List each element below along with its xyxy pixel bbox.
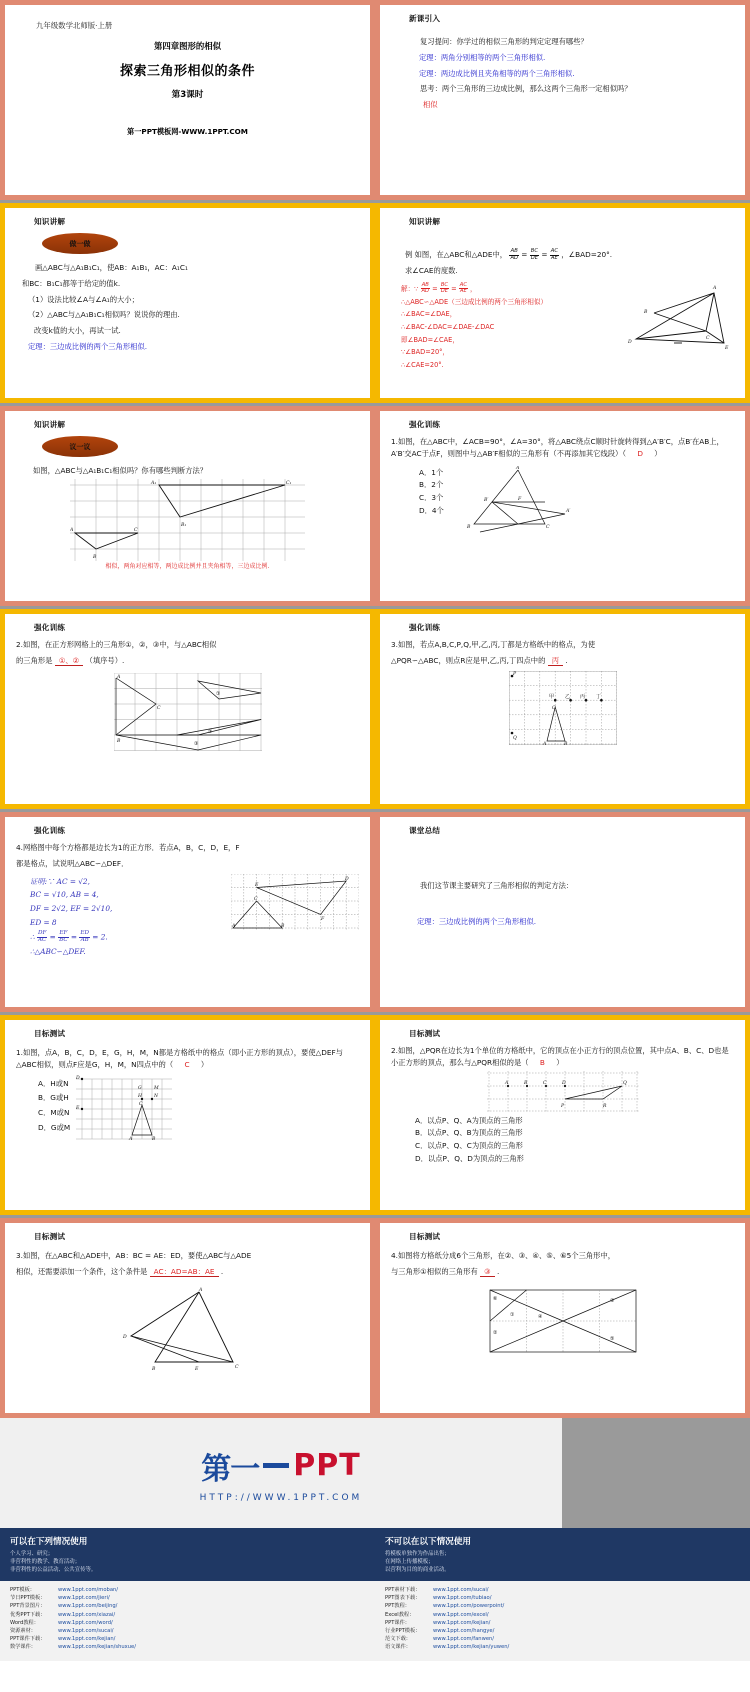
svg-text:Q: Q	[512, 735, 517, 741]
allowed-usage-column	[0, 1528, 375, 1581]
task-line-4: （2）△ABC与△A₁B₁C₁相似吗？说说你的理由.	[28, 310, 180, 320]
slide-11-test-1[interactable]	[0, 1015, 375, 1215]
figure-pqr-lattice	[391, 1071, 734, 1113]
option-c[interactable]: C．3个	[419, 493, 444, 503]
fraction-ef-bc: $\frac{EF}{BC}$	[59, 929, 68, 943]
svg-text:A: A	[198, 1287, 202, 1293]
proof-line-5: 即∠BAD=∠CAE，	[401, 335, 459, 344]
figure-grid-triangles	[16, 673, 359, 751]
section-header: 目标测试	[34, 1029, 66, 1038]
option-c[interactable]: C．以点P、Q、C为顶点的三角形	[415, 1141, 523, 1151]
question-tail: ）	[654, 448, 662, 458]
site-credit: 第一PPT模板网-WWW.1PPT.COM	[127, 127, 248, 136]
question-text: 1.如图，点A，B，C，D，E，G，H，M，N都是方格纸中的格点（即小正方形的顶点），要使△DEF与△ABC相似，则点F应是G，H，M，N四点中的（	[16, 1048, 343, 1069]
proof-line-6: ∴△ABC∽△DEF.	[30, 946, 86, 956]
question-line-2a: 的三角形是	[16, 655, 53, 665]
svg-text:R: R	[602, 1103, 606, 1109]
svg-text:N: N	[154, 1093, 159, 1099]
link-row[interactable]	[10, 1586, 365, 1594]
svg-text:G: G	[138, 1085, 142, 1091]
svg-text:A: A	[504, 1080, 508, 1086]
link-label: Word教程：	[10, 1619, 39, 1626]
svg-text:④: ④	[537, 1313, 542, 1320]
link-label: 优秀PPT下载：	[10, 1611, 46, 1618]
link-label: PPT图表下载：	[385, 1595, 421, 1602]
link-row[interactable]	[10, 1594, 365, 1602]
svg-text:Q: Q	[622, 1080, 627, 1086]
answer-blank: B	[539, 1057, 545, 1067]
svg-text:⑤: ⑤	[609, 1335, 614, 1342]
section-header: 强化训练	[409, 420, 441, 429]
section-header: 课堂总结	[409, 826, 441, 835]
answer-blank: C	[184, 1059, 190, 1069]
svg-text:C₁: C₁	[286, 480, 292, 486]
fraction-ac-ae-proof: $\frac{AC}{AE}$	[459, 281, 467, 295]
svg-text:C: C	[545, 524, 550, 530]
link-url[interactable]: www.1ppt.com/fanwen/	[433, 1635, 495, 1642]
question-line-2b: .	[220, 1266, 224, 1276]
svg-text:E: E	[255, 882, 259, 888]
option-a[interactable]: A．1个	[419, 467, 444, 477]
section-header: 知识讲解	[34, 420, 66, 429]
forbidden-usage-title: 不可以在以下情况使用	[385, 1537, 471, 1547]
link-url[interactable]: www.1ppt.com/jieri/	[58, 1595, 110, 1602]
svg-text:③: ③	[609, 1297, 614, 1304]
section-header: 强化训练	[409, 623, 441, 632]
brand-dash-icon	[263, 1463, 289, 1468]
option-d[interactable]: D．以点P、Q、D为顶点的三角形	[415, 1154, 524, 1164]
slide-4-knowledge-example[interactable]: 知识讲解 例 如图，在△ABC和△ADE中， $\frac{AB}{AD}$ = $\frac{BC}{DE}$ = $\frac{AC}{AE}$ ，∠BAD=20°. 求∠CAE的度数. 解：∵ $\frac{AB}{AD}$ = $\frac{BC}{DE}$ = $\frac{AC}{AE}$ ， ∴△ABC∽△ADE（三边成比例的两个三角形相似） ∴∠BAC=∠DAE， ∴∠BAC-∠DAC=∠DAE-∠DAC 即∠BAD=∠CAE， ∵∠BAD=20°， ∴∠CAE=20°. A B C D E	[375, 203, 750, 403]
footer-right-panel	[562, 1418, 750, 1528]
svg-text:A: A	[116, 674, 120, 680]
svg-text:D: D	[628, 339, 632, 345]
task-line-5: 改变k值的大小，再试一试.	[34, 326, 121, 336]
svg-text:⑥: ⑥	[492, 1295, 497, 1302]
link-url[interactable]: www.1ppt.com/kejian/yuwen/	[433, 1643, 510, 1650]
figure-abc-ade	[16, 1286, 359, 1374]
proof-line-3: DF = 2√2, EF = 2√10,	[30, 904, 113, 914]
question-text: 2.如图，△PQR在边长为1个单位的方格纸中，它的顶点在小正方行的顶点位置，其中点A、B、C、D也是小正方形的顶点，那么与△PQR相似的是（	[391, 1046, 729, 1067]
option-c[interactable]: C．M或N	[38, 1108, 70, 1118]
option-b[interactable]: B．G或H	[38, 1093, 69, 1103]
link-row[interactable]	[385, 1619, 740, 1627]
figure-two-triangles	[16, 479, 359, 561]
svg-text:甲: 甲	[548, 693, 554, 700]
link-url[interactable]: www.1ppt.com/beijing/	[58, 1603, 118, 1610]
proof-line-1b: ，	[470, 284, 477, 293]
link-label: PPT课件：	[385, 1619, 410, 1626]
slide-1-title[interactable]	[0, 0, 375, 200]
proof-line-6: ∵∠BAD=20°，	[401, 348, 450, 357]
task-line-3: （1）设法比较∠A与∠A₁的大小；	[28, 294, 139, 304]
svg-text:B: B	[151, 1366, 155, 1372]
figure-triangle-abc-ade	[624, 281, 734, 359]
svg-text:P: P	[512, 671, 516, 677]
svg-text:A₁: A₁	[151, 480, 157, 486]
svg-text:A: A	[515, 465, 520, 471]
section-header: 目标测试	[409, 1232, 441, 1241]
svg-text:C: C	[156, 705, 161, 711]
svg-text:B₁: B₁	[181, 522, 187, 528]
link-row[interactable]	[10, 1627, 365, 1635]
proof-line-3: ∴∠BAC=∠DAE，	[401, 310, 457, 319]
fraction-ac-ae: $\frac{AC}{AE}$	[550, 248, 558, 261]
svg-text:D: D	[561, 1080, 566, 1086]
proof-line-4: ED = 8	[30, 918, 57, 928]
svg-text:乙: 乙	[564, 693, 570, 700]
activity-pill: 做一做	[42, 233, 118, 254]
link-url[interactable]: www.1ppt.com/kejian/	[58, 1635, 116, 1642]
figure-rotated-triangle	[450, 466, 580, 538]
svg-text:B: B	[466, 524, 471, 530]
answer-blank: AC：AD=AB：AE	[150, 1267, 219, 1277]
link-row[interactable]	[10, 1635, 365, 1643]
proof-line-4: ∴∠BAC-∠DAC=∠DAE-∠DAC	[401, 323, 495, 332]
svg-text:②: ②	[492, 1329, 497, 1336]
svg-text:F: F	[517, 496, 522, 502]
link-row[interactable]	[385, 1586, 740, 1594]
slide-12-test-2[interactable]	[375, 1015, 750, 1215]
answer-blank: 丙	[548, 656, 563, 666]
svg-text:F: F	[321, 916, 325, 922]
slide-7-training-2[interactable]	[0, 609, 375, 809]
slide-13-test-3[interactable]	[0, 1218, 375, 1418]
lesson-number: 第3课时	[171, 90, 204, 100]
svg-text:A: A	[713, 285, 717, 291]
slide-5-knowledge-discuss[interactable]	[0, 406, 375, 606]
option-b[interactable]: B．以点P、Q、B为顶点的三角形	[415, 1128, 523, 1138]
question-line-2a: 与三角形①相似的三角形有	[391, 1266, 478, 1276]
slide-14-test-4[interactable]	[375, 1218, 750, 1418]
svg-text:③: ③	[193, 740, 198, 747]
svg-text:E: E	[725, 345, 729, 351]
link-row[interactable]	[385, 1643, 740, 1651]
link-url[interactable]: www.1ppt.com/excel/	[433, 1611, 489, 1618]
figure-six-triangles	[391, 1288, 734, 1354]
discuss-question: 如图，△ABC与△A₁B₁C₁相似吗？你有哪些判断方法？	[33, 466, 208, 475]
section-header: 知识讲解	[34, 217, 66, 226]
review-question: 复习提问：你学过的相似三角形的判定定理有哪些？	[420, 37, 588, 46]
figure-lattice-def-abc	[76, 1075, 172, 1141]
question-text: 1.如图，在△ABC中，∠ACB=90°，∠A=30°，将△ABC绕点C顺时针旋转得到△A′B′C，点B′在AB上，A′B′交AC于点F，则图中与△AB′F相似的三角形有（不再添加其它线段）（	[391, 437, 724, 458]
brand-text-cn: 第一	[201, 1451, 260, 1487]
svg-text:①: ①	[215, 690, 220, 697]
proof-line-2: ∴△ABC∽△ADE（三边成比例的两个三角形相似）	[401, 297, 548, 306]
theorem-1: 定理：两角分别相等的两个三角形相似.	[419, 52, 546, 62]
slide-6-training-1[interactable]	[375, 406, 750, 606]
option-a[interactable]: A．以点P、Q、A为顶点的三角形	[415, 1115, 523, 1125]
example-ask: 求∠CAE的度数.	[405, 265, 458, 275]
slide-9-training-4[interactable]: 强化训练 4.网格图中每个方格都是边长为1的正方形．若点A，B，C，D，E，F 都是格点，试说明△ABC∽△DEF． 证明:∵ AC = √2, BC = √10, AB = 4, DF = 2√2, EF = 2√10, ED = 8 ∴ $\frac{DF}{AC}$ = $\frac{EF}{BC}$ = $\frac{ED}{AB}$ = 2. ∴△ABC∽△DEF. E D F A C B	[0, 812, 375, 1012]
link-url[interactable]: www.1ppt.com/powerpoint/	[433, 1603, 505, 1610]
section-header: 知识讲解	[409, 217, 441, 226]
activity-pill: 议一议	[42, 436, 118, 457]
option-b[interactable]: B．2个	[419, 480, 444, 490]
link-url[interactable]: www.1ppt.com/moban/	[58, 1587, 119, 1594]
summary-text: 我们这节课主要研究了三角形相似的判定方法：	[420, 881, 574, 890]
allowed-usage-item: 个人学习、研究；	[10, 1551, 54, 1557]
question-line-2a: 相似，还需要添加一个条件，这个条件是	[16, 1266, 148, 1276]
forbidden-usage-column	[375, 1528, 750, 1581]
think-question: 思考：两个三角形的三边成比例，那么这两个三角形一定相似吗？	[420, 84, 632, 94]
link-label: Excel教程：	[385, 1611, 415, 1618]
link-label: 语文课件：	[385, 1643, 411, 1650]
link-url[interactable]: www.1ppt.com/sucai/	[433, 1587, 489, 1594]
question-tail: ）	[556, 1057, 564, 1067]
svg-text:C: C	[134, 527, 138, 533]
proof-line-1a: 解：∵	[401, 284, 419, 293]
fraction-df-ac: $\frac{DF}{AC}$	[37, 929, 47, 943]
svg-text:C: C	[542, 1080, 547, 1086]
svg-text:B′: B′	[483, 497, 489, 503]
section-header: 新课引入	[409, 14, 441, 23]
proof-line-2: BC = √10, AB = 4,	[30, 890, 99, 900]
option-d[interactable]: D．G或M	[38, 1123, 71, 1133]
forbidden-usage-item: 在网络上传播模板；	[385, 1559, 434, 1566]
link-row[interactable]	[10, 1643, 365, 1651]
svg-text:C: C	[234, 1364, 239, 1370]
link-label: PPT教程：	[385, 1603, 410, 1610]
link-url[interactable]: www.1ppt.com/word/	[58, 1619, 113, 1626]
links-column-left	[0, 1586, 375, 1651]
svg-text:②: ②	[207, 728, 212, 735]
proof-line-1: 证明:∵ AC = √2,	[30, 876, 90, 886]
link-row[interactable]	[385, 1635, 740, 1643]
link-url[interactable]: www.1ppt.com/hangye/	[433, 1627, 495, 1634]
answer-blank: ③	[480, 1267, 495, 1277]
fraction-bc-de-proof: $\frac{BC}{DE}$	[440, 281, 449, 295]
course-line: 九年级数学北师版·上册	[36, 21, 113, 30]
forbidden-usage-item: 以营利为目的的商业活动。	[385, 1567, 450, 1574]
svg-text:B: B	[116, 738, 120, 744]
svg-text:M: M	[154, 1085, 159, 1091]
section-header: 目标测试	[409, 1029, 441, 1038]
svg-text:D: D	[122, 1334, 127, 1340]
slide-10-summary[interactable]	[375, 812, 750, 1012]
proof-line-7: ∴∠CAE=20°.	[401, 361, 444, 370]
link-label: PPT课件下载：	[10, 1635, 46, 1642]
link-row[interactable]	[385, 1611, 740, 1619]
slide-3-knowledge-do[interactable]	[0, 203, 375, 403]
section-header: 强化训练	[34, 826, 66, 835]
example-text-b: ，∠BAD=20°.	[561, 250, 613, 259]
svg-text:丁: 丁	[595, 693, 601, 700]
svg-text:P: P	[560, 1103, 564, 1109]
link-label: 范文下载：	[385, 1635, 411, 1642]
brand-url: HTTP://WWW.1PPT.COM	[199, 1492, 363, 1503]
link-label: 资源素材：	[10, 1627, 36, 1634]
section-header: 强化训练	[34, 623, 66, 632]
forbidden-usage-item: 将模板单独作为作品出售；	[385, 1551, 450, 1557]
proof-line-5: = 2.	[92, 932, 108, 942]
figure-lattice-points	[391, 671, 734, 745]
question-tail: ）	[200, 1059, 209, 1069]
question-line-2b: .	[497, 1266, 500, 1276]
svg-text:A: A	[542, 741, 546, 745]
svg-text:H: H	[138, 1093, 143, 1099]
svg-text:E: E	[194, 1366, 198, 1372]
usage-terms-band	[0, 1528, 750, 1581]
link-row[interactable]	[385, 1627, 740, 1635]
discuss-answer: 相似，两角对应相等，两边成比例并且夹角相等，三边成比例.	[105, 562, 270, 570]
svg-text:①: ①	[509, 1311, 514, 1318]
svg-text:B: B	[523, 1080, 527, 1086]
question-line-1: 3.如图，若点A,B,C,P,Q,甲,乙,丙,丁都是方格纸中的格点，为使	[391, 640, 595, 649]
svg-text:B: B	[93, 554, 97, 560]
link-row[interactable]	[10, 1619, 365, 1627]
allowed-usage-title: 可以在下列情况使用	[10, 1537, 88, 1547]
example-text-a: 例 如图，在△ABC和△ADE中，	[405, 250, 508, 259]
svg-text:C: C	[706, 335, 710, 341]
brand-logo	[201, 1444, 360, 1488]
link-url[interactable]: www.1ppt.com/tubiao/	[433, 1595, 492, 1602]
svg-text:A: A	[70, 527, 74, 533]
link-label: PPT模板：	[10, 1587, 35, 1594]
question-line-1: 3.如图，在△ABC和△ADE中，AB：BC = AE：ED，要使△ABC与△ADE	[16, 1251, 252, 1260]
question-line-2b: （填序号）.	[85, 655, 125, 665]
fraction-ab-ad-proof: $\frac{AB}{AD}$	[421, 281, 430, 295]
svg-text:C: C	[551, 705, 556, 711]
question-line-2b: .	[565, 655, 568, 665]
question-line-2a: △PQR∽△ABC，则点R应是甲,乙,丙,丁四点中的	[391, 655, 546, 665]
link-url[interactable]: www.1ppt.com/kejian/	[433, 1619, 491, 1626]
link-row[interactable]	[385, 1594, 740, 1602]
svg-text:B: B	[152, 1136, 156, 1141]
section-header: 目标测试	[34, 1232, 66, 1241]
svg-text:B: B	[644, 309, 648, 315]
theorem-2: 定理：两边成比例且夹角相等的两个三角形相似.	[419, 68, 575, 78]
allowed-usage-item: 非营利性的教学、教育活动；	[10, 1559, 81, 1566]
chapter-title: 第四章图形的相似	[154, 41, 221, 51]
link-label: PPT素材下载：	[385, 1587, 421, 1594]
link-url[interactable]: www.1ppt.com/kejian/shuxue/	[58, 1643, 136, 1650]
option-a[interactable]: A．H或N	[38, 1078, 69, 1088]
allowed-usage-item: 非营利性的公益活动、公共宣传等。	[10, 1567, 97, 1574]
svg-text:E: E	[76, 1105, 80, 1111]
svg-text:A: A	[232, 923, 236, 929]
link-row[interactable]	[10, 1611, 365, 1619]
link-label: 行业PPT模板：	[385, 1627, 421, 1634]
links-column-right	[375, 1586, 750, 1651]
resource-links-band	[0, 1581, 750, 1661]
link-row[interactable]	[385, 1602, 740, 1610]
svg-text:D: D	[76, 1075, 80, 1081]
theorem-statement: 定理：三边成比例的两个三角形相似.	[28, 342, 148, 352]
svg-text:D: D	[345, 876, 349, 882]
summary-theorem: 定理：三边成比例的两个三角形相似.	[417, 916, 537, 926]
page-title: 探索三角形相似的条件	[119, 64, 255, 79]
figure-grid-abc-def	[231, 874, 359, 930]
answer-text: 相似	[423, 100, 438, 110]
link-label: 数学课件：	[10, 1643, 36, 1650]
answer-blank: D	[637, 448, 643, 458]
task-line-1: 画△ABC与△A₁B₁C₁，使AB：A₁B₁，AC：A₁C₁	[35, 263, 188, 272]
fraction-ed-ab: $\frac{ED}{AB}$	[80, 929, 89, 943]
question-line-1: 4.网格图中每个方格都是边长为1的正方形．若点A，B，C，D，E，F	[16, 843, 240, 852]
task-line-2: 和BC：B₁C₁都等于给定的值k.	[22, 278, 121, 288]
brand-text-ppt: PPT	[293, 1448, 361, 1483]
fraction-bc-de: $\frac{BC}{DE}$	[530, 248, 539, 261]
svg-text:C: C	[254, 896, 258, 902]
svg-text:A′: A′	[565, 508, 571, 514]
slide-8-training-3[interactable]	[375, 609, 750, 809]
svg-text:C: C	[139, 1101, 143, 1107]
brand-block	[0, 1418, 562, 1528]
link-url[interactable]: www.1ppt.com/sucai/	[58, 1627, 114, 1634]
svg-text:A: A	[129, 1136, 133, 1141]
svg-text:B: B	[563, 741, 567, 745]
svg-text:丙: 丙	[579, 693, 585, 700]
link-url[interactable]: www.1ppt.com/xiazai/	[58, 1611, 116, 1618]
link-label: 节日PPT模板：	[10, 1595, 46, 1602]
option-d[interactable]: D．4个	[419, 506, 444, 516]
slide-2-intro[interactable]	[375, 0, 750, 200]
svg-text:B: B	[281, 923, 285, 929]
link-label: PPT背景图片：	[10, 1603, 46, 1610]
question-line-1: 4.如图将方格纸分成6个三角形，在②、③、④、⑤、⑥5个三角形中，	[391, 1251, 616, 1260]
answer-blank: ①、②	[55, 656, 83, 666]
question-line-1: 2.如图，在正方形网格上的三角形①，②，③中，与△ABC相似	[16, 640, 217, 649]
link-row[interactable]	[10, 1602, 365, 1610]
question-line-2: 都是格点，试说明△ABC∽△DEF．	[16, 858, 129, 868]
fraction-ab-ad: $\frac{AB}{AD}$	[510, 248, 518, 261]
footer-logo-band	[0, 1418, 750, 1528]
